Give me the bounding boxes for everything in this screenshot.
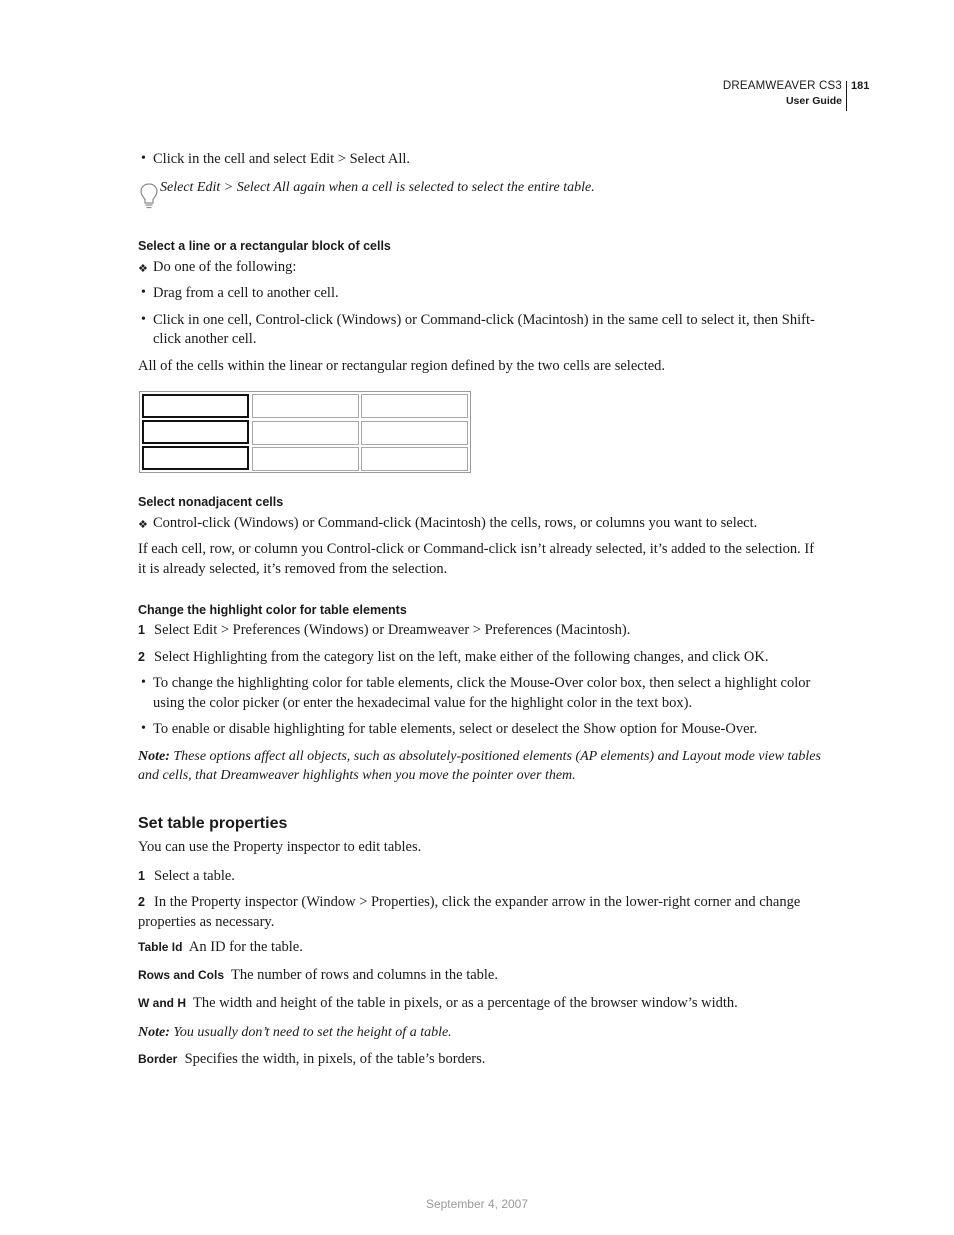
paragraph-continuation: it is already selected, it’s removed from the selection. (138, 561, 448, 577)
table-cell (361, 421, 468, 445)
list-item: Drag from a cell to another cell. (153, 285, 339, 301)
table-cell-selected (142, 420, 249, 444)
section-heading: Set table properties (138, 815, 288, 832)
note-label: Note: (138, 1025, 170, 1040)
term-entry (138, 938, 303, 958)
table-cell (361, 394, 468, 418)
term-entry (138, 1050, 485, 1070)
bullet-glyph: • (141, 151, 146, 166)
bullet-glyph: • (141, 312, 146, 327)
step-number: 2 (138, 650, 145, 664)
step-text: Select a table. (154, 868, 235, 884)
page-number: 181 (851, 80, 870, 92)
step-text: Select Highlighting from the category list on the left, make either of the following changes, and click OK. (154, 649, 769, 665)
note-text: You usually don’t need to set the height of a table. (173, 1025, 452, 1040)
table-cell-selected (142, 394, 249, 418)
guide-title: User Guide (785, 95, 842, 107)
tip-text: Select Edit > Select All again when a cell is selected to select the entire table. (160, 180, 595, 195)
note-continuation: and cells, that Dreamweaver highlights when you move the pointer over them. (138, 768, 576, 783)
term-description: The width and height of the table in pixels, or as a percentage of the browser window’s width. (193, 995, 738, 1011)
term-description: Specifies the width, in pixels, of the table’s borders. (184, 1051, 486, 1067)
paragraph: If each cell, row, or column you Control-click or Command-click isn’t already selected, it’s added to the selection. If (138, 541, 815, 557)
note (138, 1023, 452, 1043)
list-item: To change the highlighting color for table elements, click the Mouse-Over color box, then select a highlight color (153, 675, 811, 691)
term-description: An ID for the table. (188, 939, 303, 955)
note-label: Note: (138, 749, 170, 764)
step-number: 1 (138, 869, 145, 883)
table-cell (252, 421, 359, 445)
section-heading: Change the highlight color for table elements (138, 603, 407, 617)
list-item: To enable or disable highlighting for table elements, select or deselect the Show option for Mouse-Over. (153, 721, 758, 737)
sample-table-figure (139, 391, 471, 473)
list-item: Click in one cell, Control-click (Windows) or Command-click (Macintosh) in the same cell to select it, then Shift- (153, 312, 815, 328)
bullet-glyph: • (141, 285, 146, 300)
step-number: 1 (138, 623, 145, 637)
section-heading: Select a line or a rectangular block of cells (138, 239, 391, 253)
step-text: Select Edit > Preferences (Windows) or Dreamweaver > Preferences (Macintosh). (154, 622, 631, 638)
term-label: W and H (138, 996, 186, 1010)
note-text: These options affect all objects, such as absolutely-positioned elements (AP elements) and Layout mode view tables (173, 749, 821, 764)
step-text-continuation: properties as necessary. (138, 914, 275, 930)
action-marker: ❖ (138, 519, 148, 531)
term-description: The number of rows and columns in the table. (231, 967, 498, 983)
lightbulb-icon (139, 182, 159, 212)
bullet-glyph: • (141, 721, 146, 736)
term-label: Rows and Cols (138, 968, 225, 982)
paragraph: All of the cells within the linear or rectangular region defined by the two cells are selected. (138, 358, 666, 374)
table-cell-selected (142, 446, 249, 470)
list-item-continuation: using the color picker (or enter the hexadecimal value for the highlight color in the text box). (153, 695, 693, 711)
step-text: In the Property inspector (Window > Properties), click the expander arrow in the lower-right corner and change (154, 894, 801, 910)
step-number: 2 (138, 895, 145, 909)
action-marker: ❖ (138, 263, 148, 275)
bullet-glyph: • (141, 675, 146, 690)
product-title: DREAMWEAVER CS3 (722, 80, 842, 92)
note (138, 747, 821, 767)
running-header (723, 79, 842, 109)
table-cell (252, 447, 359, 471)
footer-date: September 4, 2007 (425, 1197, 529, 1211)
list-item-continuation: click another cell. (153, 331, 257, 347)
list-item: Click in the cell and select Edit > Select All. (153, 151, 411, 167)
table-cell (361, 447, 468, 471)
table-cell (252, 394, 359, 418)
section-heading: Select nonadjacent cells (138, 495, 284, 509)
header-divider (846, 81, 847, 111)
paragraph: You can use the Property inspector to edit tables. (138, 839, 422, 855)
term-label: Border (138, 1052, 178, 1066)
term-entry (138, 994, 738, 1014)
action-text: Control-click (Windows) or Command-click (Macintosh) the cells, rows, or columns you want to select. (153, 515, 758, 531)
term-label: Table Id (138, 940, 183, 954)
term-entry (138, 966, 498, 986)
action-text: Do one of the following: (153, 259, 297, 275)
